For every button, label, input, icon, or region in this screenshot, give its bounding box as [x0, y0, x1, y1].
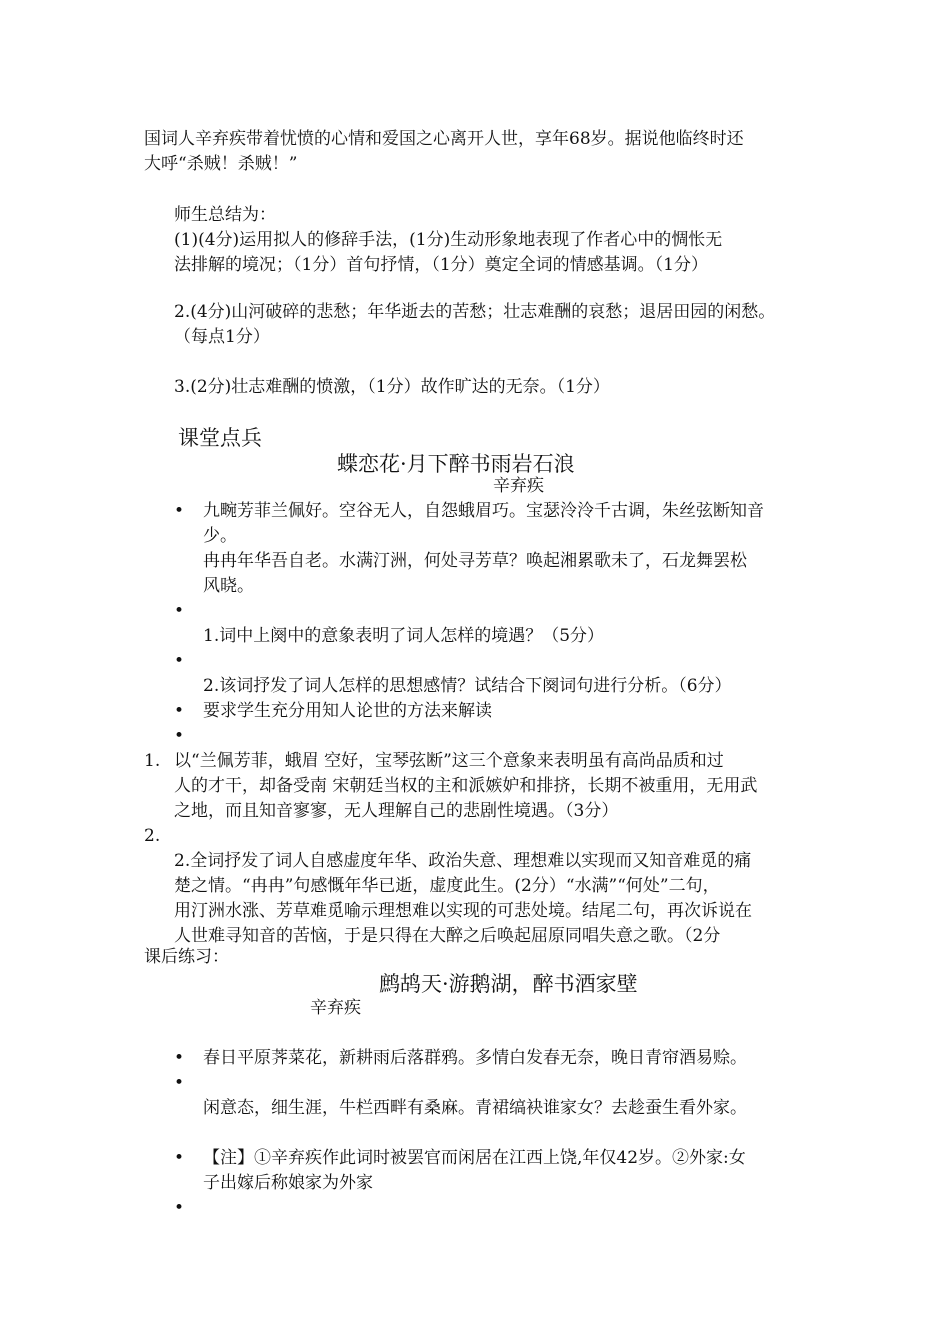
bullet: • — [174, 501, 185, 521]
intro-paragraph: 国词人辛弃疾带着忧愤的心情和爱国之心离开人世，享年68岁。据说他临终时还 大呼“杀贼！杀贼！” — [144, 129, 744, 174]
poem-stanza-2: 冉冉年华吾自老。水满汀洲，何处寻芳草？唤起湘累歌未了，石龙舞罢松 风晓。 — [203, 551, 747, 596]
homework-poem-line-1: 春日平原荠菜花，新耕雨后落群鸦。多情白发春无奈，晚日青帘酒易赊。 — [203, 1048, 747, 1068]
bullet: • — [174, 651, 185, 671]
bullet: • — [174, 601, 185, 621]
bullet: • — [174, 1073, 185, 1093]
summary-answer-3: 3.(2分)壮志难酬的愤激，（1分）故作旷达的无奈。（1分） — [174, 377, 610, 397]
poem-stanza-1: 九畹芳菲兰佩好。空谷无人，自怨蛾眉巧。宝瑟泠泠千古调，朱丝弦断知音 少。 — [203, 501, 764, 546]
answer-1: 以“兰佩芳菲，蛾眉 空好，宝琴弦断”这三个意象来表明虽有高尚品质和过 人的才干，却备受南 宋朝廷当权的主和派嫉妒和排挤，长期不被重用，无用武 之地，而且知音寥寥，无人理解自己的悲剧性境遇。（3分） — [174, 751, 758, 821]
bullet: • — [174, 1198, 185, 1218]
question-1: 1.词中上阕中的意象表明了词人怎样的境遇？（5分） — [203, 626, 605, 646]
bullet: • — [174, 1048, 185, 1068]
summary-answer-1: (1)(4分)运用拟人的修辞手法，(1分)生动形象地表现了作者心中的惆怅无 法排解的境况；（1分）首句抒情，（1分）奠定全词的情感基调。（1分） — [174, 230, 723, 275]
homework-note: 【注】①辛弃疾作此词时被罢官而闲居在江西上饶,年仅42岁。②外家:女 子出嫁后称娘家为外家 — [203, 1148, 746, 1193]
question-2: 2.该词抒发了词人怎样的思想感情？试结合下阕词句进行分析。（6分） — [203, 676, 732, 696]
homework-poem-line-2: 闲意态，细生涯，牛栏西畔有桑麻。青裙缟袂谁家女？去趁蚕生看外家。 — [203, 1098, 747, 1118]
bullet: • — [174, 726, 185, 746]
bullet: • — [174, 701, 185, 721]
class-section-heading: 课堂点兵 — [178, 426, 262, 450]
bullet: • — [174, 1148, 185, 1168]
answer-1-number: 1. — [144, 751, 161, 771]
answer-2: 2.全词抒发了词人自感虚度年华、政治失意、理想难以实现而又知音难觅的痛 楚之情。“冉冉”句感慨年华已逝，虚度此生。(2分）“水满”“何处”二句， 用汀洲水涨、芳草难觅喻示理想难以实现的可悲处境。结尾二句，再次诉说在 人世难寻知音的苦恼，于是只得在大醉之后唤起屈原同唱失意之歌。（2分 — [174, 851, 752, 946]
homework-heading: 课后练习： — [144, 947, 229, 967]
poem-author: 辛弃疾 — [493, 476, 544, 496]
poem-title: 蝶恋花·月下醉书雨岩石浪 — [337, 452, 575, 476]
summary-heading: 师生总结为： — [174, 205, 276, 225]
answer-2-number: 2. — [144, 826, 161, 846]
homework-poem-title: 鹧鸪天·游鹅湖，醉书酒家壁 — [379, 972, 638, 996]
reading-tip: 要求学生充分用知人论世的方法来解读 — [203, 701, 492, 721]
summary-answer-2: 2.(4分)山河破碎的悲愁；年华逝去的苦愁；壮志难酬的哀愁；退居田园的闲愁。 （每点1分） — [174, 302, 776, 347]
homework-poem-author: 辛弃疾 — [310, 998, 361, 1018]
